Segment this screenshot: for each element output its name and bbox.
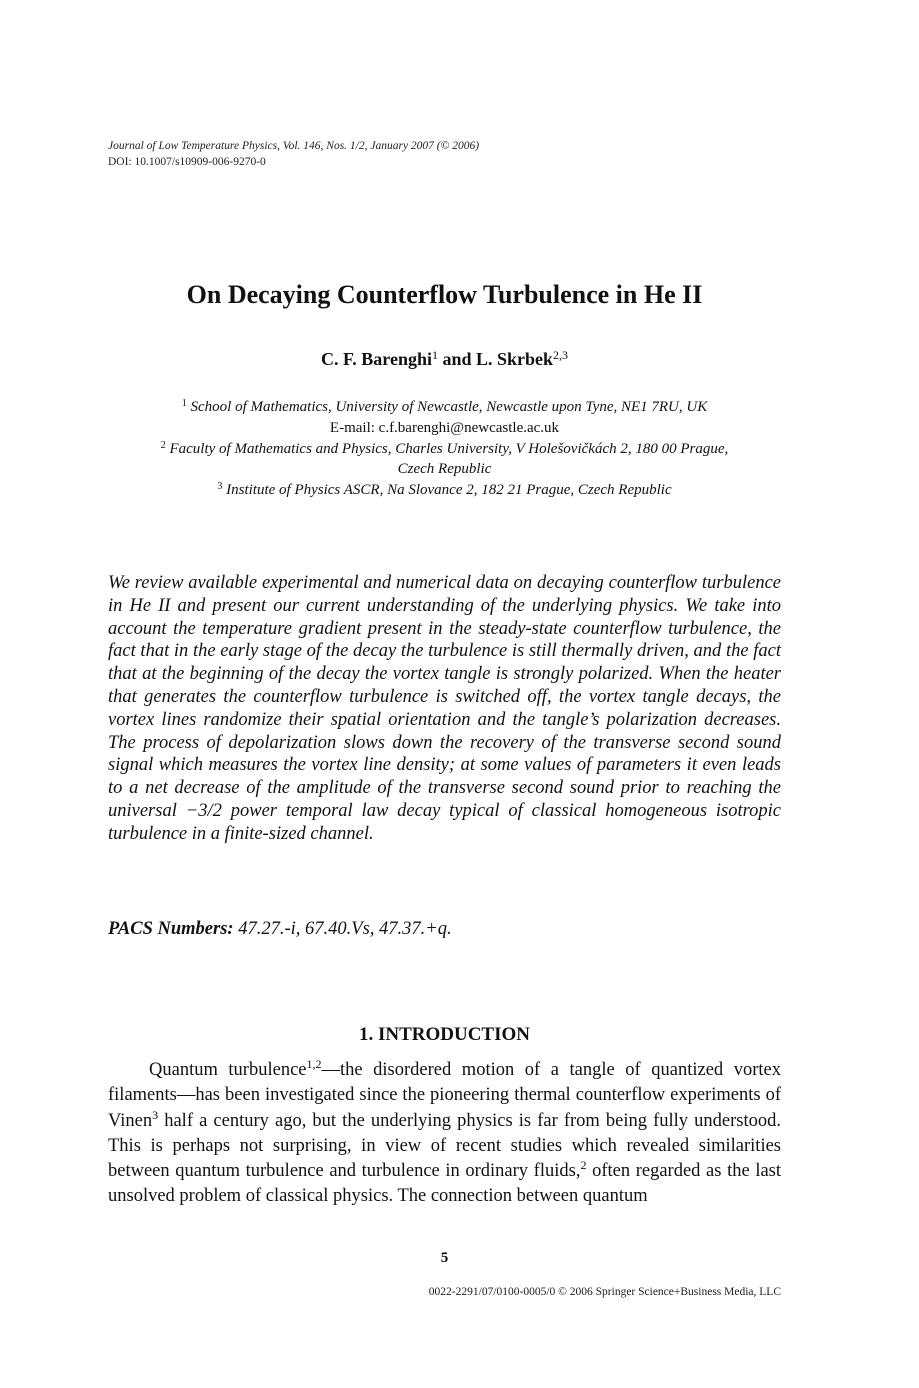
author-affil-ref: 1 <box>431 348 438 362</box>
text-run: Quantum turbulence <box>149 1060 307 1080</box>
text-run: half a century ago, but the underlying physics is far from being fully understood. This is perhaps not surprising, in view of recent studies which revealed similarities between quantum turbulence and turbulence in ordinary fluids, <box>108 1110 781 1182</box>
affiliation-marker: 1 <box>181 398 187 409</box>
affiliation-2 <box>108 439 781 460</box>
citation-ref: 1,2 <box>306 1057 322 1071</box>
author-affil-ref: 2,3 <box>553 348 569 362</box>
affiliation-3 <box>108 480 781 501</box>
author-conjunction: and <box>442 349 472 369</box>
section-body <box>108 1058 781 1210</box>
affiliation-text: Faculty of Mathematics and Physics, Charles University, V Holešovičkách 2, 180 00 Prague, <box>169 440 729 457</box>
contact-email: E-mail: c.f.barenghi@newcastle.ac.uk <box>329 419 560 436</box>
text-run: often regarded as the last unsolved problem of classical physics. The connection between quantum <box>108 1161 782 1207</box>
page-number: 5 <box>440 1250 449 1266</box>
citation-ref: 2 <box>580 1158 587 1173</box>
affiliations <box>108 397 781 501</box>
journal-citation: Journal of Low Temperature Physics, Vol. 146, Nos. 1/2, January 2007 (© 2006) <box>108 140 480 152</box>
affiliation-1 <box>108 397 781 418</box>
copyright-line: 0022-2291/07/0100-0005/0 © 2006 Springer Science+Business Media, LLC <box>428 1286 781 1298</box>
affiliation-marker: 3 <box>217 481 223 493</box>
author-name: C. F. Barenghi <box>320 349 432 369</box>
paragraph <box>108 1058 781 1210</box>
author-name: L. Skrbek <box>476 349 554 369</box>
doi: DOI: 10.1007/s10909-006-9270-0 <box>108 156 266 168</box>
abstract: We review available experimental and numerical data on decaying counterflow turbulence in He II and present our current understanding of the underlying physics. We take into account the temperature gradient present in the steady-state counterflow turbulence, the fact that in the early stage of the decay the turbulence is still thermally driven, and the fact that at the beginning of the decay the vortex tangle is strongly polarized. When the heater that generates the counterflow turbulence is switched off, the vortex tangle decays, the vortex lines randomize their spatial orientation and the tangle’s polarization decreases. The process of depolarization slows down the recovery of the transverse second sound signal which measures the vortex line density; at some values of parameters it even leads to a net decrease of the amplitude of the transverse second sound prior to reaching the universal −3/2 power temporal law decay typical of classical homogeneous isotropic turbulence in a finite-sized channel. <box>108 573 781 844</box>
affiliation-text: Institute of Physics ASCR, Na Slovance 2, 182 21 Prague, Czech Republic <box>226 482 672 499</box>
paper-title: On Decaying Counterflow Turbulence in He II <box>186 280 703 309</box>
affiliation-text: School of Mathematics, University of Newcastle, Newcastle upon Tyne, NE1 7RU, UK <box>190 399 708 415</box>
text-run: —the disordered motion of a tangle of quantized vortex filaments—has been investigated since the pioneering thermal counterflow experiments of Vinen <box>108 1060 781 1131</box>
citation-ref: 3 <box>152 1107 159 1122</box>
pacs-values: 47.27.-i, 67.40.Vs, 47.37.+q. <box>238 919 452 939</box>
author-list <box>108 346 781 372</box>
affiliation-text: Czech Republic <box>397 461 492 478</box>
pacs-numbers <box>108 917 781 941</box>
affiliation-marker: 2 <box>160 439 166 451</box>
pacs-label: PACS Numbers: <box>108 919 234 939</box>
section-heading: 1. INTRODUCTION <box>358 1024 531 1045</box>
